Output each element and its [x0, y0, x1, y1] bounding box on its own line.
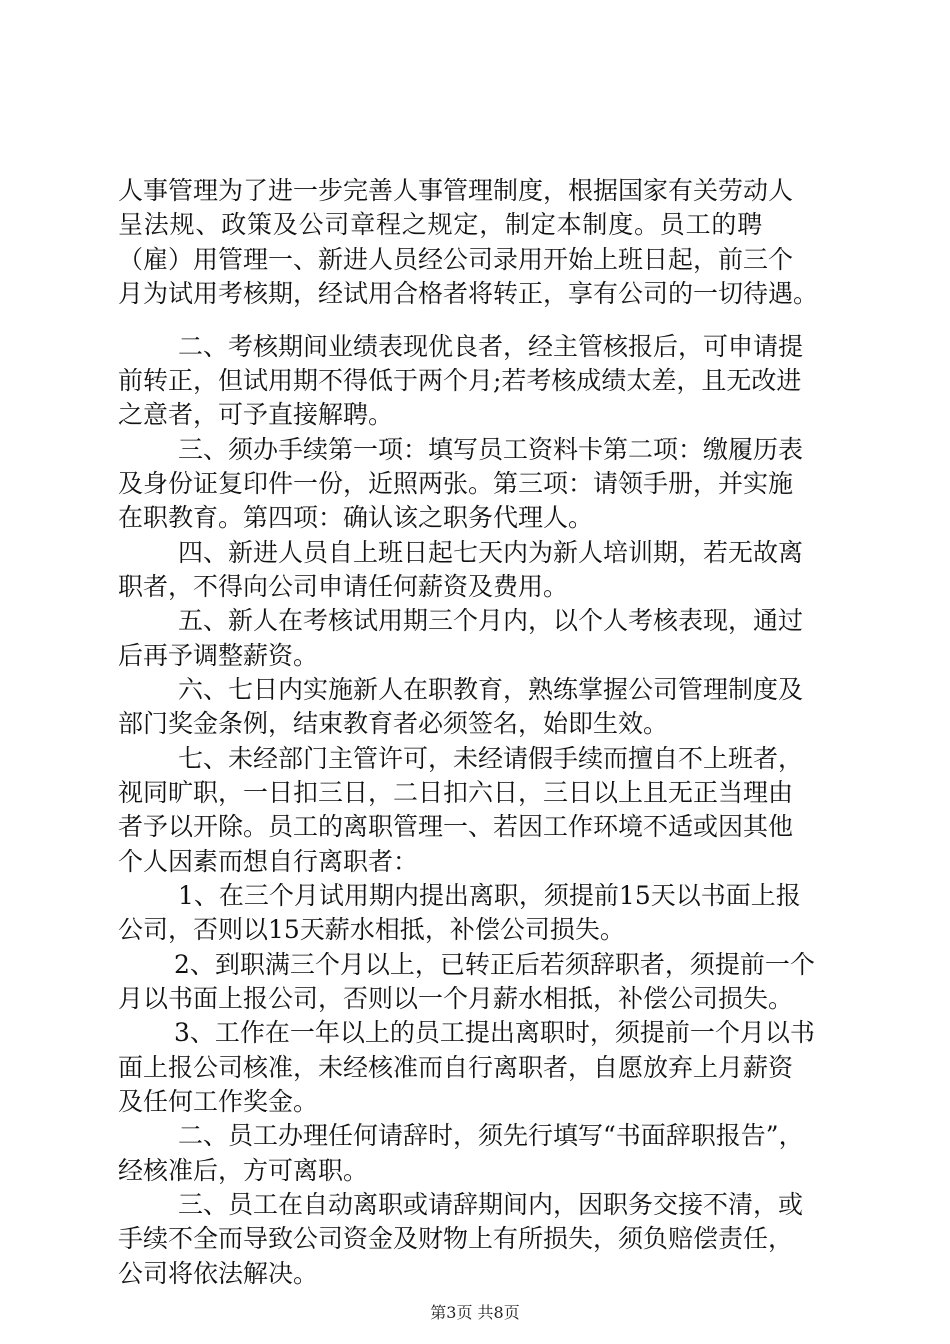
page-number-footer: 第3页 共8页 — [430, 1303, 520, 1322]
paragraph-line: 者予以开除。员工的离职管理一、若因工作环境不适或因其他 — [118, 812, 794, 841]
paragraph-line: 经核准后，方可离职。 — [118, 1156, 369, 1185]
paragraph-line: 面上报公司核准，未经核准而自行离职者，自愿放弃上月薪资 — [118, 1053, 794, 1082]
paragraph-line: 之意者，可予直接解聘。 — [118, 400, 394, 429]
paragraph-line: 四、新进人员自上班日起七天内为新人培训期，若无故离 — [178, 538, 804, 567]
paragraph-line: 及任何工作奖金。 — [118, 1087, 319, 1116]
paragraph-line: 六、七日内实施新人在职教育，熟练掌握公司管理制度及 — [178, 675, 804, 704]
paragraph-line: 三、员工在自动离职或请辞期间内，因职务交接不清，或 — [178, 1190, 804, 1219]
paragraph-line: 手续不全而导致公司资金及财物上有所损失，须负赔偿责任， — [118, 1224, 794, 1253]
paragraph-line: 三、须办手续第一项：填写员工资料卡第二项：缴履历表 — [178, 435, 804, 464]
paragraph-line: 七、未经部门主管许可，未经请假手续而擅自不上班者， — [178, 744, 804, 773]
paragraph-line: 2、到职满三个月以上，已转正后若须辞职者，须提前一个 — [174, 950, 815, 979]
paragraph-line: 1、在三个月试用期内提出离职，须提前15天以书面上报 — [178, 881, 801, 910]
paragraph-line: 公司将依法解决。 — [118, 1259, 319, 1288]
paragraph-line: 个人因素而想自行离职者： — [118, 847, 419, 876]
paragraph-line: 二、考核期间业绩表现优良者，经主管核报后，可申请提 — [178, 332, 804, 361]
paragraph-line: 3、工作在一年以上的员工提出离职时，须提前一个月以书 — [174, 1018, 815, 1047]
paragraph-line: 公司，否则以15天薪水相抵，补偿公司损失。 — [118, 915, 625, 944]
paragraph-line: 二、员工办理任何请辞时，须先行填写“书面辞职报告”， — [178, 1121, 804, 1150]
paragraph-line: 月以书面上报公司，否则以一个月薪水相抵，补偿公司损失。 — [118, 984, 794, 1013]
paragraph-line: （雇）用管理一、新进人员经公司录用开始上班日起，前三个 — [118, 245, 794, 274]
paragraph-line: 呈法规、政策及公司章程之规定，制定本制度。员工的聘 — [118, 210, 764, 239]
paragraph-line: 职者，不得向公司申请任何薪资及费用。 — [118, 572, 569, 601]
paragraph-line: 后再予调整薪资。 — [118, 641, 319, 670]
paragraph-line: 前转正，但试用期不得低于两个月;若考核成绩太差，且无改进 — [118, 366, 802, 395]
paragraph-line: 在职教育。第四项：确认该之职务代理人。 — [118, 503, 594, 532]
paragraph-line: 及身份证复印件一份，近照两张。第三项：请领手册，并实施 — [118, 469, 794, 498]
paragraph-line: 视同旷职，一日扣三日，二日扣六日，三日以上且无正当理由 — [118, 778, 794, 807]
paragraph-line: 五、新人在考核试用期三个月内，以个人考核表现，通过 — [178, 606, 804, 635]
paragraph-line: 月为试用考核期，经试用合格者将转正，享有公司的一切待遇。 — [118, 279, 819, 308]
paragraph-line: 部门奖金条例，结束教育者必须签名，始即生效。 — [118, 709, 669, 738]
paragraph-line: 人事管理为了进一步完善人事管理制度，根据国家有关劳动人 — [118, 176, 794, 205]
